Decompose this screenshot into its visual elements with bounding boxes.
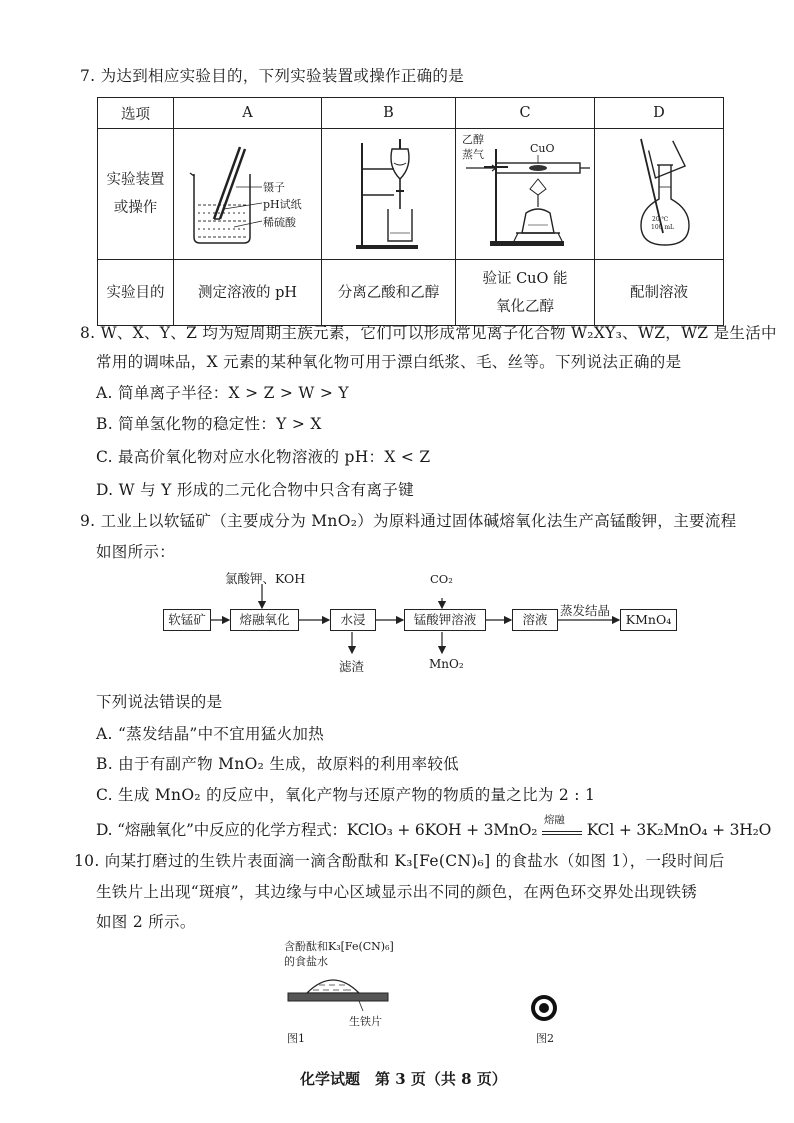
fig-a-label-tweezers: 镊子: [263, 181, 285, 194]
q7-table: [97, 97, 724, 326]
q8-number: 8.: [80, 324, 96, 342]
fig-a-label-acid: 稀硫酸: [263, 216, 296, 229]
q8-option-a: A. 简单离子半径：X > Z > W > Y: [96, 384, 349, 402]
flow-box-fusion: 熔融氧化: [230, 609, 299, 631]
q8-text-1: W、X、Y、Z 均为短周期主族元素，它们可以形成常见离子化合物 W₂XY₃、WZ，WZ 是生活中: [100, 324, 777, 342]
q9-number: 9.: [80, 512, 96, 530]
q8-option-c: C. 最高价氧化物对应水化物溶液的 pH：X < Z: [96, 448, 431, 466]
q9-text-1: 工业上以软锰矿（主要成分为 MnO₂）为原料通过固体碱熔氧化法生产高锰酸钾，主要流程: [100, 512, 737, 530]
q7-stem: 为达到相应实验目的，下列实验装置或操作正确的是: [100, 67, 465, 85]
row-label-device-1: 实验装置: [106, 172, 165, 188]
fig-d-label-temp: 20 ℃: [652, 216, 669, 223]
q9-reaction-arrow: [542, 814, 582, 835]
q9-line1: [80, 509, 736, 531]
goal-c: [456, 260, 595, 326]
fig-b-separatory-funnel-diagram: [322, 129, 455, 255]
q7-line: [80, 64, 464, 86]
fig1-label-solution-2: 的食盐水: [284, 955, 328, 968]
header-cell-c: C: [456, 98, 595, 129]
fig-d-volumetric-flask-diagram: [595, 129, 723, 255]
flow-box-solution: 溶液: [512, 609, 558, 631]
fig-a-label-ph-paper: pH试纸: [263, 198, 302, 211]
fig-a-cell: [174, 129, 322, 260]
goal-c-line1: 验证 CuO 能: [482, 270, 568, 287]
fig2-rings: [529, 993, 559, 1023]
q7-number: 7.: [80, 67, 96, 85]
fig-c-cell: [456, 129, 595, 260]
q8-line1: [80, 321, 777, 343]
q8-option-b: B. 简单氢化物的稳定性：Y > X: [96, 415, 322, 433]
row-label-device: [98, 129, 174, 260]
q9-option-d: [96, 814, 772, 840]
flow-box-leach: 水浸: [330, 609, 376, 631]
header-cell-a: A: [174, 98, 322, 129]
fig1-label-plate: 生铁片: [349, 1015, 382, 1028]
q9-line2: 如图所示：: [96, 543, 176, 561]
row-label-device-2: 或操作: [113, 200, 158, 216]
header-cell-option: 选项: [98, 98, 174, 129]
q10-line2: 生铁片上出现“斑痕”，其边缘与中心区域显示出不同的颜色，在两色环交界处出现铁锈: [96, 883, 698, 901]
fig-c-label-vapor: 蒸气: [462, 148, 484, 161]
flow-box-kmno4: KMnO₄: [620, 609, 677, 631]
q10-line1: [74, 849, 725, 871]
fig-b-cell: [322, 129, 456, 260]
fig-d-cell: [595, 129, 724, 260]
fig1-label-solution-1: 含酚酞和K₃[Fe(CN)₆]: [284, 940, 394, 953]
goal-b: 分离乙酸和乙醇: [322, 260, 456, 326]
header-cell-b: B: [322, 98, 456, 129]
flow-output-mno2: MnO₂: [429, 657, 464, 671]
header-cell-d: D: [595, 98, 724, 129]
fig1-droplet-plate: [285, 965, 395, 1015]
q9-option-c: C. 生成 MnO₂ 的反应中，氧化产物与还原产物的物质的量之比为 2 : 1: [96, 786, 596, 804]
q10-line3: 如图 2 所示。: [96, 913, 196, 931]
flow-box-manganate: 锰酸钾溶液: [404, 609, 486, 631]
fig-c-label-ethanol: 乙醇: [462, 133, 484, 146]
q9-option-b: B. 由于有副产物 MnO₂ 生成，故原料的利用率较低: [96, 755, 459, 773]
fig-d-label-volume: 100 mL: [651, 224, 675, 231]
fig-c-label-cuo: CuO: [530, 142, 555, 155]
q9-prompt: 下列说法错误的是: [96, 693, 223, 711]
q10-number: 10.: [74, 852, 100, 870]
fig2-caption: 图2: [536, 1032, 554, 1045]
flow-output-residue: 滤渣: [339, 659, 365, 674]
page-footer: 化学试题 第 3 页（共 8 页）: [300, 1070, 507, 1088]
fig1-caption: 图1: [287, 1032, 305, 1045]
q8-option-d: D. W 与 Y 形成的二元化合物中只含有离子键: [96, 481, 414, 499]
fig-a-beaker-ph-diagram: [174, 129, 321, 255]
row-label-goal: 实验目的: [98, 260, 174, 326]
q9-option-d-right: KCl + 3K₂MnO₄ + 3H₂O: [586, 821, 772, 839]
q10-text-1: 向某打磨过的生铁片表面滴一滴含酚酞和 K₃[Fe(CN)₆] 的食盐水（如图 1），一段时间后: [104, 852, 725, 870]
flow-arrow-label-evaporate: 蒸发结晶: [560, 603, 611, 618]
q9-option-d-left: D. “熔融氧化”中反应的化学方程式：KClO₃ + 6KOH + 3MnO₂: [96, 821, 538, 839]
q9-option-a: A. “蒸发结晶”中不宜用猛火加热: [96, 725, 324, 743]
flow-input-reagents: 氯酸钾、KOH: [225, 571, 306, 586]
goal-d: 配制溶液: [595, 260, 724, 326]
goal-c-line2: 氧化乙醇: [496, 298, 554, 315]
goal-a: 测定溶液的 pH: [174, 260, 322, 326]
flow-input-co2: CO₂: [430, 572, 453, 586]
q8-line2: 常用的调味品，X 元素的某种氧化物可用于漂白纸浆、毛、丝等。下列说法正确的是: [96, 353, 682, 371]
q9-condition: 熔融: [543, 814, 565, 826]
flow-box-ore: 软锰矿: [163, 609, 211, 631]
